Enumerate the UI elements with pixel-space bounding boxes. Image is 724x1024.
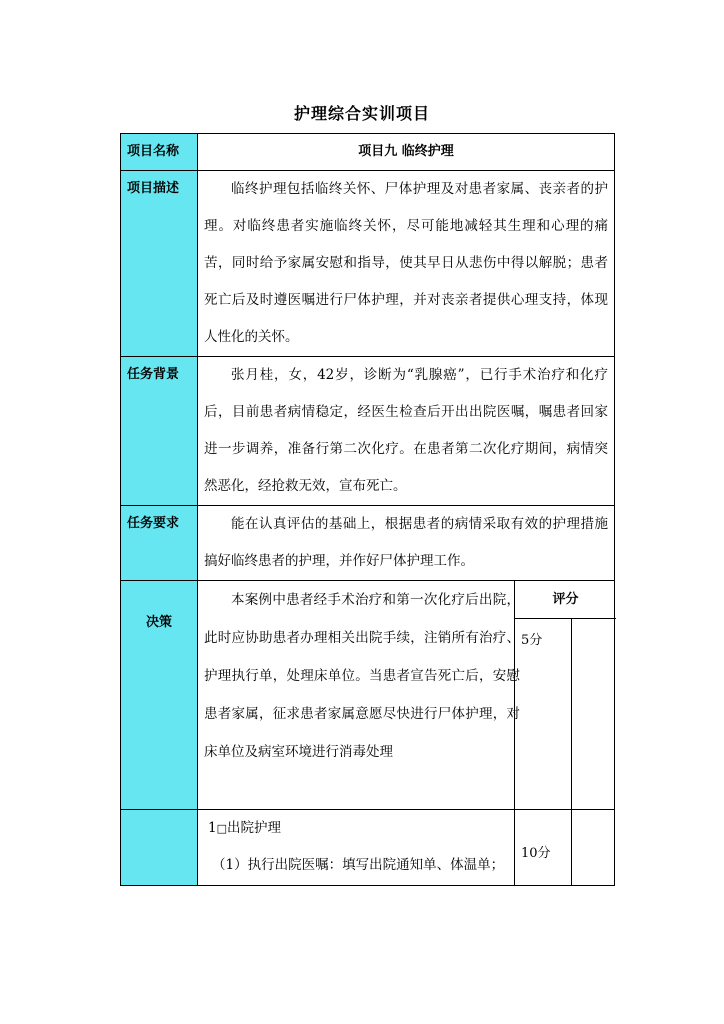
value-cell-project-name <box>198 134 615 171</box>
value-cell-description <box>198 171 615 357</box>
decision-score: 5分 <box>521 633 543 648</box>
label-project-name: 项目名称 <box>127 144 180 159</box>
label-cell-description <box>121 171 198 357</box>
row-background <box>121 357 615 506</box>
decision-wrap <box>198 581 614 809</box>
plan-score-divider <box>571 810 572 885</box>
score-header: 评分 <box>515 581 616 619</box>
value-cell-plan <box>198 810 615 886</box>
plan-score-box <box>514 810 616 885</box>
decision-text: 本案例中患者经手术治疗和第一次化疗后出院，此时应协助患者办理相关出院手续，注销所有治疗、护理执行单，处理床单位。当患者宣告死亡后，安慰患者家属，征求患者家属意愿尽快进行尸体护理，对床单位及病室环境进行消毒处理 <box>204 592 520 760</box>
plan-item-line: （1）执行出院医嘱：填写出院通知单、体温单； <box>212 857 505 873</box>
row-project-name <box>121 134 615 171</box>
label-cell-background <box>121 357 198 506</box>
label-description: 项目描述 <box>127 181 180 196</box>
label-cell-plan <box>121 810 198 886</box>
plan-item-number: 1 <box>208 820 217 836</box>
score-columns <box>515 619 616 809</box>
label-requirement: 任务要求 <box>127 516 180 531</box>
label-cell-decision <box>121 581 198 810</box>
project-name-value: 项目九 临终护理 <box>358 144 454 159</box>
row-decision <box>121 581 615 810</box>
score-box <box>514 581 616 809</box>
label-cell-project-name <box>121 134 198 171</box>
label-cell-requirement <box>121 506 198 581</box>
requirement-text: 能在认真评估的基础上，根据患者的病情采取有效的护理措施搞好临终患者的护理，并作好尸体护理工作。 <box>204 516 608 569</box>
value-cell-decision <box>198 581 615 810</box>
row-requirement <box>121 506 615 581</box>
plan-wrap <box>198 810 614 885</box>
background-text: 张月桂，女，42岁，诊断为“乳腺癌”，已行手术治疗和化疗后，目前患者病情稳定，经医生检查后开出出院医嘱，嘱患者回家进一步调养，准备行第二次化疗。在患者第二次化疗期间，病情突然恶化，经抢救无效，宣布死亡。 <box>204 367 608 494</box>
row-plan <box>121 810 615 886</box>
value-cell-background <box>198 357 615 506</box>
plan-item-title: 出院护理 <box>227 820 281 836</box>
plan-score: 10分 <box>521 846 551 861</box>
checkbox-icon: □ <box>216 822 227 835</box>
description-text: 临终护理包括临终关怀、尸体护理及对患者家属、丧亲者的护理。对临终患者实施临终关怀，尽可能地减轻其生理和心理的痛苦，同时给予家属安慰和指导，使其早日从悲伤中得以解脱；患者死亡后及时遵医嘱进行尸体护理，并对丧亲者提供心理支持，体现人性化的关怀。 <box>204 181 608 345</box>
plan-item-heading <box>204 810 520 847</box>
label-decision: 决策 <box>145 615 172 630</box>
row-description <box>121 171 615 357</box>
training-project-table <box>120 133 615 886</box>
plan-text <box>198 810 526 884</box>
document-title: 护理综合实训项目 <box>293 104 430 123</box>
value-cell-requirement <box>198 506 615 581</box>
label-background: 任务背景 <box>127 367 180 382</box>
score-divider <box>571 619 572 809</box>
